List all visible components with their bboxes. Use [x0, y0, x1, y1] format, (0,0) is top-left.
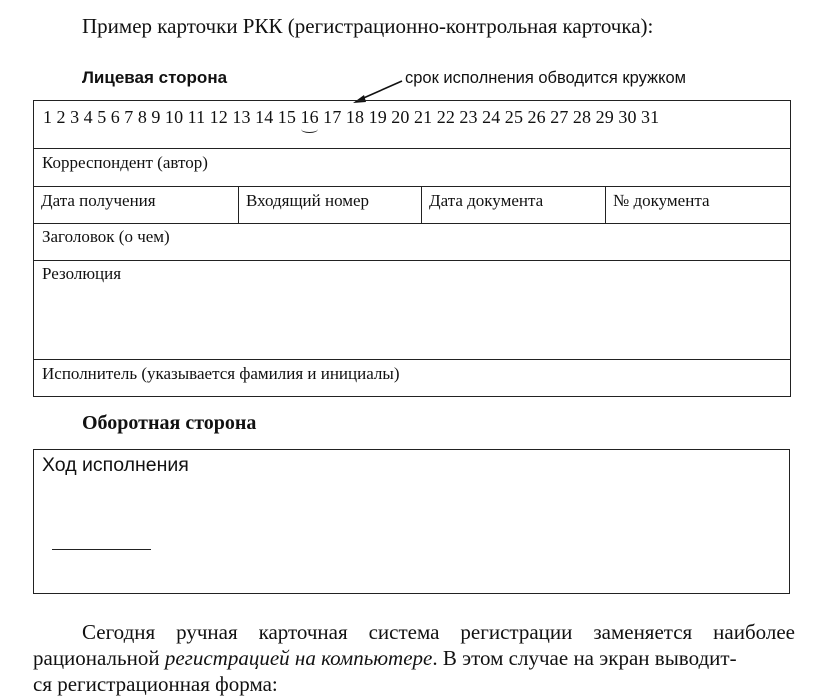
card-back — [33, 449, 790, 594]
day-number: 27 — [550, 107, 569, 127]
document-fields-row — [34, 186, 790, 223]
word: заменяется — [593, 620, 693, 644]
day-number: 29 — [595, 107, 614, 127]
correspondent-label: Корреспондент (автор) — [42, 153, 208, 172]
word: ручная — [176, 620, 238, 644]
day-number: 6 — [110, 107, 120, 127]
day-number: 28 — [572, 107, 592, 127]
executor-label: Исполнитель (указывается фамилия и инициалы) — [42, 364, 400, 383]
field-document-date — [421, 187, 605, 223]
day-number: 1 — [43, 107, 53, 127]
day-number: 30 — [618, 107, 637, 127]
emphasis-text: регистрацией на компьютере — [164, 646, 433, 670]
field-received-date — [34, 187, 238, 223]
day-number: 18 — [345, 107, 365, 127]
circled-day-number: 16 — [300, 107, 319, 127]
day-number: 12 — [209, 107, 228, 127]
day-number: 17 — [323, 107, 342, 127]
title-row — [34, 223, 790, 260]
day-number: 22 — [436, 107, 455, 127]
paragraph-text: . В этом случае на экран выводит- — [432, 646, 737, 670]
day-number: 2 — [56, 107, 66, 127]
field-label: Входящий номер — [246, 191, 370, 210]
day-number: 24 — [482, 107, 501, 127]
field-label: Дата получения — [41, 191, 156, 210]
day-number: 26 — [527, 107, 546, 127]
word: карточная — [258, 620, 348, 644]
days-row — [34, 101, 790, 148]
day-number: 7 — [124, 107, 134, 127]
word: Сегодня — [82, 620, 156, 644]
day-number: 15 — [277, 107, 297, 127]
day-number: 20 — [391, 107, 410, 127]
day-number: 3 — [70, 107, 80, 127]
day-number: 4 — [83, 107, 93, 127]
front-side-label: Лицевая сторона — [82, 68, 228, 87]
back-side-label: Оборотная сторона — [82, 412, 257, 434]
card-front — [33, 100, 791, 397]
field-incoming-number — [238, 187, 421, 223]
field-label: Дата документа — [429, 191, 544, 210]
field-label: № документа — [613, 191, 710, 210]
day-number: 25 — [504, 107, 524, 127]
signature-line — [52, 549, 151, 550]
field-document-number — [605, 187, 790, 223]
paragraph-text: рациональной — [33, 646, 160, 670]
day-number: 8 — [137, 107, 147, 127]
correspondent-row — [34, 148, 790, 186]
day-number: 13 — [232, 107, 251, 127]
executor-row — [34, 359, 790, 398]
day-number: 10 — [164, 107, 184, 127]
word: регистрации — [460, 620, 573, 644]
day-number: 14 — [255, 107, 274, 127]
paragraph-line-3: ся регистрационная форма: — [33, 672, 278, 696]
word: наиболее — [713, 620, 795, 644]
word: система — [368, 620, 440, 644]
resolution-row — [34, 260, 790, 359]
paragraph-line-2 — [33, 646, 795, 671]
day-number: 23 — [459, 107, 478, 127]
day-number: 19 — [368, 107, 387, 127]
title-label: Заголовок (о чем) — [42, 227, 170, 246]
day-number: 5 — [97, 107, 107, 127]
day-number: 21 — [413, 107, 433, 127]
day-number: 31 — [641, 107, 660, 127]
day-number: 9 — [151, 107, 161, 127]
paragraph-line-1 — [33, 620, 795, 645]
resolution-label: Резолюция — [42, 264, 122, 283]
progress-label: Ход исполнения — [42, 454, 189, 476]
day-numbers — [43, 107, 664, 128]
deadline-annotation: срок исполнения обводится кружком — [405, 69, 686, 87]
page-heading: Пример карточки РКК (регистрационно-контрольная карточка): — [82, 14, 654, 38]
day-number: 11 — [187, 107, 206, 127]
